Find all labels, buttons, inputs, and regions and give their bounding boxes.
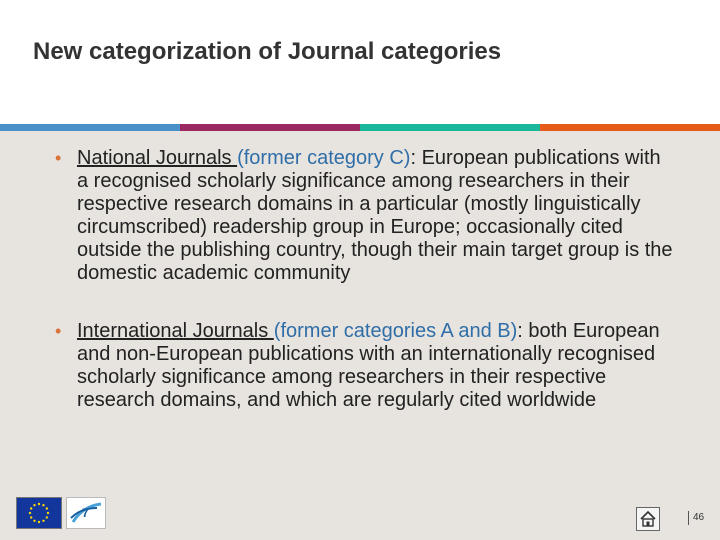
bullet-category-note: (former category C) (237, 147, 411, 169)
bullet-term: International Journals (77, 320, 274, 342)
stripe-segment-3 (360, 124, 540, 131)
stripe-segment-2 (180, 124, 360, 131)
slide-title: New categorization of Journal categories (33, 38, 502, 65)
fp7-logo (66, 497, 106, 529)
page-number-separator (688, 511, 689, 525)
bullet-dot-icon: • (55, 321, 62, 341)
bullet-body: : European publications with a recognised scholarly significance among researchers in their respective research domains in a particular (mostly linguistically circumscribed) readership group in Europe; occasionally cited outside the publishing country, though their main target group is the domestic academic community (77, 147, 673, 284)
bullet-list (55, 147, 675, 412)
svg-text:7: 7 (82, 506, 89, 520)
bullet-category-note: (former categories A and B) (273, 320, 518, 342)
bullet-international-journals (55, 320, 675, 412)
stripe-segment-4 (540, 124, 720, 131)
page-number: 46 (693, 512, 705, 523)
bullet-national-journals (55, 147, 675, 285)
stripe-segment-1 (0, 124, 180, 131)
bullet-dot-icon: • (55, 148, 62, 168)
eu-flag-logo (16, 497, 62, 529)
bullet-body: : both European and non-European publications with an internationally recognised scholarly significance among researchers in their respective research domains, and which are regularly cited worldwide (77, 320, 660, 411)
home-icon[interactable] (636, 507, 660, 531)
bullet-term: National Journals (77, 147, 238, 169)
title-band (0, 0, 720, 124)
